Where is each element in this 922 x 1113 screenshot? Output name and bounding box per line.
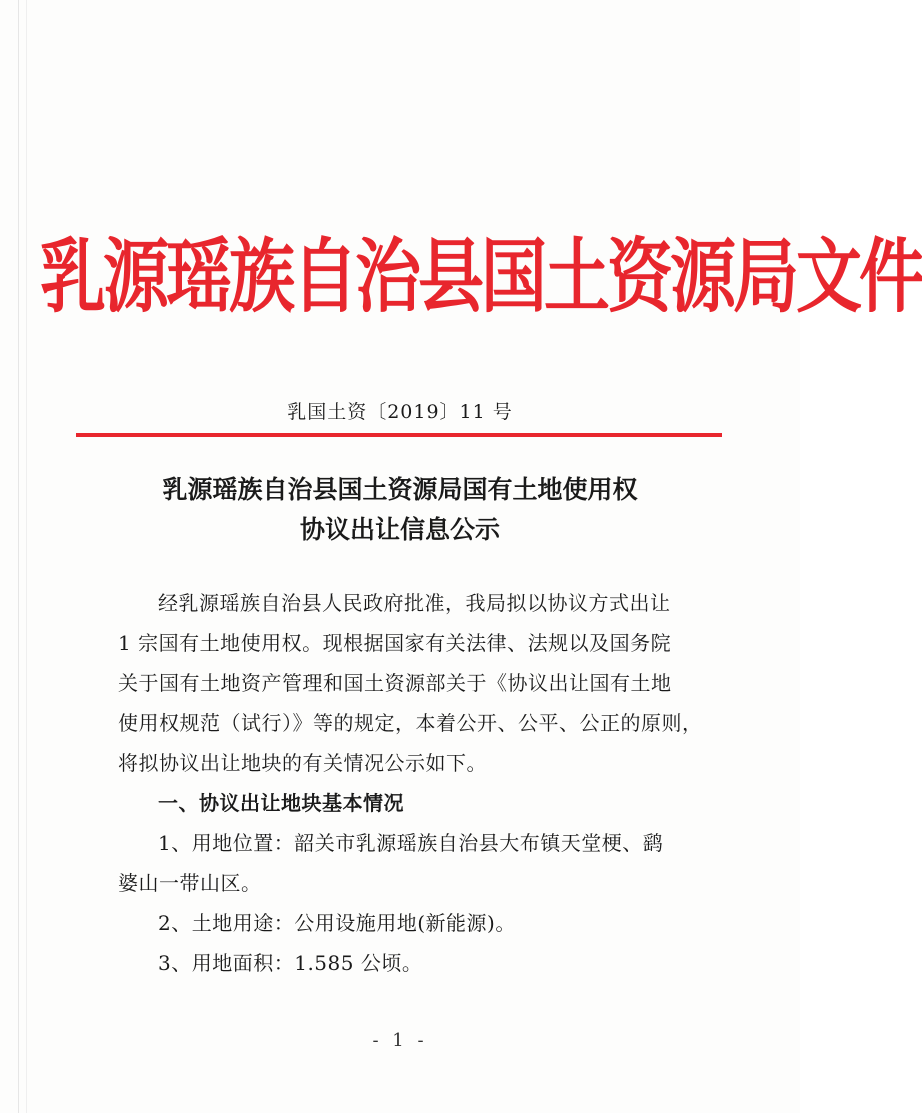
page-number: - 1 -: [372, 1030, 428, 1051]
body-paragraph-line: 关于国有土地资产管理和国土资源部关于《协议出让国有土地: [118, 671, 672, 695]
document-header-title: 乳源瑶族自治县国土资源局文件: [40, 230, 922, 325]
body-paragraph-line: 1 宗国有土地使用权。现根据国家有关法律、法规以及国务院: [118, 631, 672, 655]
document-number: 乳国土资〔2019〕11 号: [287, 401, 513, 423]
list-item: 1、用地位置：韶关市乳源瑶族自治县大布镇天堂梗、鹞: [158, 831, 664, 855]
list-item-continuation: 婆山一带山区。: [118, 871, 262, 895]
scan-edge-line: [18, 0, 19, 1113]
body-paragraph-line: 将拟协议出让地块的有关情况公示如下。: [118, 751, 487, 775]
notice-title-line: 乳源瑶族自治县国土资源局国有土地使用权: [162, 475, 638, 504]
notice-title: [0, 470, 800, 550]
scan-edge-line: [26, 0, 27, 1113]
list-item: 2、土地用途：公用设施用地(新能源)。: [158, 911, 516, 935]
notice-body: [118, 583, 703, 983]
notice-title-line: 协议出让信息公示: [299, 515, 500, 544]
body-paragraph-line: 使用权规范（试行）》等的规定，本着公开、公平、公正的原则，: [118, 711, 703, 735]
body-paragraph-line: 经乳源瑶族自治县人民政府批准，我局拟以协议方式出让: [158, 591, 671, 615]
section-heading: 一、协议出让地块基本情况: [158, 791, 404, 815]
list-item: 3、用地面积：1.585 公顷。: [158, 951, 423, 975]
red-divider-rule: [76, 433, 722, 437]
